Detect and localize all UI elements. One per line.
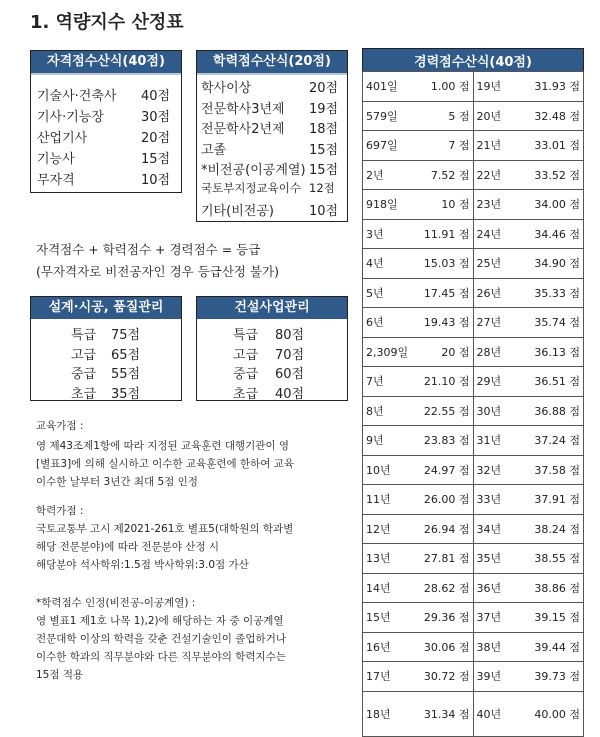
edu-bonus-text: 영 제43조제1항에 따라 지정된 교육훈련 대행기관이 영 [36,440,290,452]
edu-bonus-text: 이수한 날부터 3년간 최대 5점 인정 [36,476,198,488]
row-label: 기능사 [37,152,75,167]
score: 31.93 점 [534,80,580,94]
table-cell [363,544,474,574]
nonmajor-text: 15점 적용 [36,669,84,681]
table-row [363,662,584,692]
table-cell [473,219,584,249]
acad-bonus-text: 해당분야 석사학위:1.5점 박사학위:3.0점 가산 [36,559,249,571]
score: 1.00 점 [430,80,470,94]
formula-note: (무자격자로 비전공자인 경우 등급산정 불가) [36,264,279,279]
score: 23.83 점 [423,434,470,448]
edu-bonus-title: 교육가점 : [36,420,84,432]
period: 918일 [366,198,398,212]
period: 17년 [366,670,391,684]
score: 7.52 점 [430,168,470,182]
score: 11.91 점 [423,227,470,241]
row-label: 전문학사3년제 [201,101,285,117]
row-label: 특급 [233,328,259,343]
score: 7 점 [448,139,470,153]
period: 4년 [366,257,384,271]
table-cell [473,190,584,220]
row-score: 35점 [111,386,141,402]
table-row [363,455,584,485]
table-cell [363,219,474,249]
period: 2,309일 [366,345,409,359]
table-cell [363,160,474,190]
score: 33.01 점 [534,139,580,153]
row-label: 특급 [71,328,97,343]
table-row [363,72,584,102]
experience-table [362,48,584,737]
row-label: 고급 [71,347,97,363]
period: 697일 [366,139,398,153]
table-cell [473,485,584,515]
score: 38.55 점 [534,552,580,566]
table-row [363,691,584,736]
table-cell [473,308,584,338]
nonmajor-text: 전문대학 이상의 학력을 갖춘 건설기술인이 졸업하거나 [36,633,286,645]
table-cell [363,691,474,736]
table-row [363,396,584,426]
row-label: 고졸 [201,142,227,158]
table-row [363,514,584,544]
score: 24.97 점 [423,463,470,477]
score: 37.58 점 [534,463,580,477]
table-cell [473,426,584,456]
score: 5 점 [448,109,470,123]
row-label: 중급 [71,367,97,382]
table-row [363,219,584,249]
score: 39.44 점 [534,640,580,654]
table-cell [363,485,474,515]
period: 18년 [366,707,391,721]
row-score: 30점 [141,110,171,125]
row-label: 무자격 [37,173,75,188]
row-score: 55점 [111,367,141,382]
row-score: 20점 [309,81,339,96]
period: 37년 [476,611,502,625]
period: 30년 [476,404,502,418]
table-cell [363,603,474,633]
page-title: 1. 역량지수 산정표 [30,12,184,33]
table-cell [363,396,474,426]
row-label: 중급 [233,367,259,382]
period: 5년 [366,286,384,300]
table-cell [473,72,584,102]
table-cell [473,249,584,279]
score: 35.74 점 [534,316,580,330]
table-row [363,131,584,161]
row-label: 초급 [71,386,97,402]
construction-mgmt-header: 건설사업관리 [197,297,347,319]
row-label: 전문학사2년제 [201,122,285,137]
period: 25년 [476,257,502,271]
table-row [363,367,584,397]
score: 31.34 점 [423,707,470,721]
score: 15.03 점 [423,257,470,271]
row-score: 15점 [309,142,339,158]
table-row [363,278,584,308]
table-cell [473,337,584,367]
period: 8년 [366,404,384,418]
table-cell [473,101,584,131]
design-mgmt-header: 설계·시공, 품질관리 [31,297,181,319]
table-cell [363,278,474,308]
table-cell [363,632,474,662]
period: 33년 [476,493,502,507]
score: 38.24 점 [534,522,580,536]
score: 26.00 점 [423,493,470,507]
table-cell [473,691,584,736]
row-score: 20점 [141,131,171,146]
score: 26.94 점 [423,522,470,536]
score: 28.62 점 [423,581,470,595]
score: 30.06 점 [423,640,470,654]
table-row [363,485,584,515]
period: 7년 [366,375,384,389]
design-mgmt-box [30,296,182,401]
table-cell [473,131,584,161]
score: 38.86 점 [534,581,580,595]
acad-bonus-text: 국토교통부 고시 제2021-261호 별표5(대학원의 학과별 [36,523,294,535]
table-row [363,426,584,456]
table-cell [363,662,474,692]
score: 37.24 점 [534,434,580,448]
table-row [363,101,584,131]
table-cell [363,308,474,338]
row-score: 70점 [275,347,305,363]
table-cell [473,160,584,190]
score: 17.45 점 [423,286,470,300]
table-cell [473,514,584,544]
row-score: 12점 [309,180,335,195]
score: 35.33 점 [534,286,580,300]
table-cell [473,603,584,633]
period: 32년 [476,463,502,477]
row-score: 15점 [141,152,171,167]
score: 39.73 점 [534,670,580,684]
period: 16년 [366,640,391,654]
qualification-header: 자격점수산식(40점) [31,51,181,75]
table-row [363,337,584,367]
period: 2년 [366,168,384,182]
score: 37.91 점 [534,493,580,507]
construction-mgmt-box [196,296,348,401]
period: 34년 [476,522,502,536]
period: 29년 [476,375,502,389]
score: 34.00 점 [534,198,580,212]
score: 36.51 점 [534,375,580,389]
score: 22.55 점 [423,404,470,418]
table-row [363,544,584,574]
table-cell [363,573,474,603]
acad-bonus-text: 해당 전문분야)에 따라 전문분야 산정 시 [36,541,220,553]
period: 14년 [366,581,391,595]
period: 23년 [476,198,502,212]
score: 40.00 점 [534,707,580,721]
table-cell [363,455,474,485]
score: 19.43 점 [423,316,470,330]
period: 13년 [366,552,391,566]
qualification-box [30,50,182,193]
acad-bonus-title: 학력가점 : [36,505,84,517]
table-row [363,603,584,633]
row-score: 18점 [309,122,339,137]
table-row [363,632,584,662]
period: 19년 [476,80,502,94]
table-row [363,160,584,190]
table-cell [363,249,474,279]
row-score: 40점 [141,89,171,104]
table-row [363,573,584,603]
score: 39.15 점 [534,611,580,625]
table-cell [473,662,584,692]
period: 36년 [476,581,502,595]
row-score: 40점 [275,386,305,402]
period: 22년 [476,168,502,182]
period: 10년 [366,463,391,477]
score: 36.13 점 [534,345,580,359]
education-box [196,50,348,222]
period: 31년 [476,434,502,448]
table-cell [473,396,584,426]
row-score: 75점 [111,328,141,343]
period: 28년 [476,345,502,359]
period: 6년 [366,316,384,330]
period: 27년 [476,316,502,330]
nonmajor-title: *학력점수 인정(비전공-이공계열) : [36,597,196,609]
score: 33.52 점 [534,168,580,182]
score: 34.90 점 [534,257,580,271]
period: 20년 [476,109,502,123]
nonmajor-text: 영 별표1 제1호 나목 1),2)에 해당하는 자 중 이공계열 [36,615,284,627]
table-cell [473,278,584,308]
row-score: 10점 [141,173,171,188]
period: 3년 [366,227,384,241]
table-cell [363,101,474,131]
score: 30.72 점 [423,670,470,684]
table-cell [473,544,584,574]
score: 34.46 점 [534,227,580,241]
score: 36.88 점 [534,404,580,418]
table-cell [363,72,474,102]
nonmajor-text: 이수한 학과의 직무분야와 다른 직무분야의 학력지수는 [36,651,286,663]
row-score: 80점 [275,328,305,343]
row-label: 기타(비전공) [201,204,274,219]
experience-header: 경력점수산식(40점) [363,49,584,72]
table-row [363,190,584,220]
row-score: 10점 [309,204,339,219]
score: 10 점 [441,198,470,212]
row-score: 15점 [309,163,339,178]
period: 24년 [476,227,502,241]
row-score: 60점 [275,367,305,382]
table-cell [473,367,584,397]
row-label: 국토부지정교육이수 [201,180,301,195]
table-cell [363,426,474,456]
period: 26년 [476,286,502,300]
row-label: 산업기사 [37,131,88,146]
period: 21년 [476,139,502,153]
table-cell [363,514,474,544]
row-label: 기사·기능장 [37,110,104,125]
row-score: 19점 [309,101,339,117]
row-label: 초급 [233,386,259,402]
score: 29.36 점 [423,611,470,625]
formula-line: 자격점수 + 학력점수 + 경력점수 = 등급 [36,242,261,257]
period: 401일 [366,80,398,94]
period: 39년 [476,670,502,684]
row-score: 65점 [111,347,141,363]
score: 27.81 점 [423,552,470,566]
score: 20 점 [441,345,470,359]
score: 21.10 점 [423,375,470,389]
row-label: 고급 [233,347,259,363]
table-cell [473,573,584,603]
table-cell [363,337,474,367]
period: 38년 [476,640,502,654]
education-header: 학력점수산식(20점) [197,51,347,75]
period: 579일 [366,109,398,123]
period: 15년 [366,611,391,625]
table-cell [363,190,474,220]
table-row [363,308,584,338]
row-label: 학사이상 [201,81,252,96]
period: 11년 [366,493,391,507]
table-cell [363,367,474,397]
table-cell [363,131,474,161]
table-cell [473,455,584,485]
row-label: *비전공(이공계열) [201,163,306,178]
period: 35년 [476,552,502,566]
score: 32.48 점 [534,109,580,123]
edu-bonus-text: [별표3]에 의해 실시하고 이수한 교육훈련에 한하여 교육 [36,458,295,470]
period: 9년 [366,434,384,448]
period: 12년 [366,522,391,536]
table-row [363,249,584,279]
row-label: 기술사·건축사 [37,89,117,104]
table-cell [473,632,584,662]
period: 40년 [476,707,502,721]
